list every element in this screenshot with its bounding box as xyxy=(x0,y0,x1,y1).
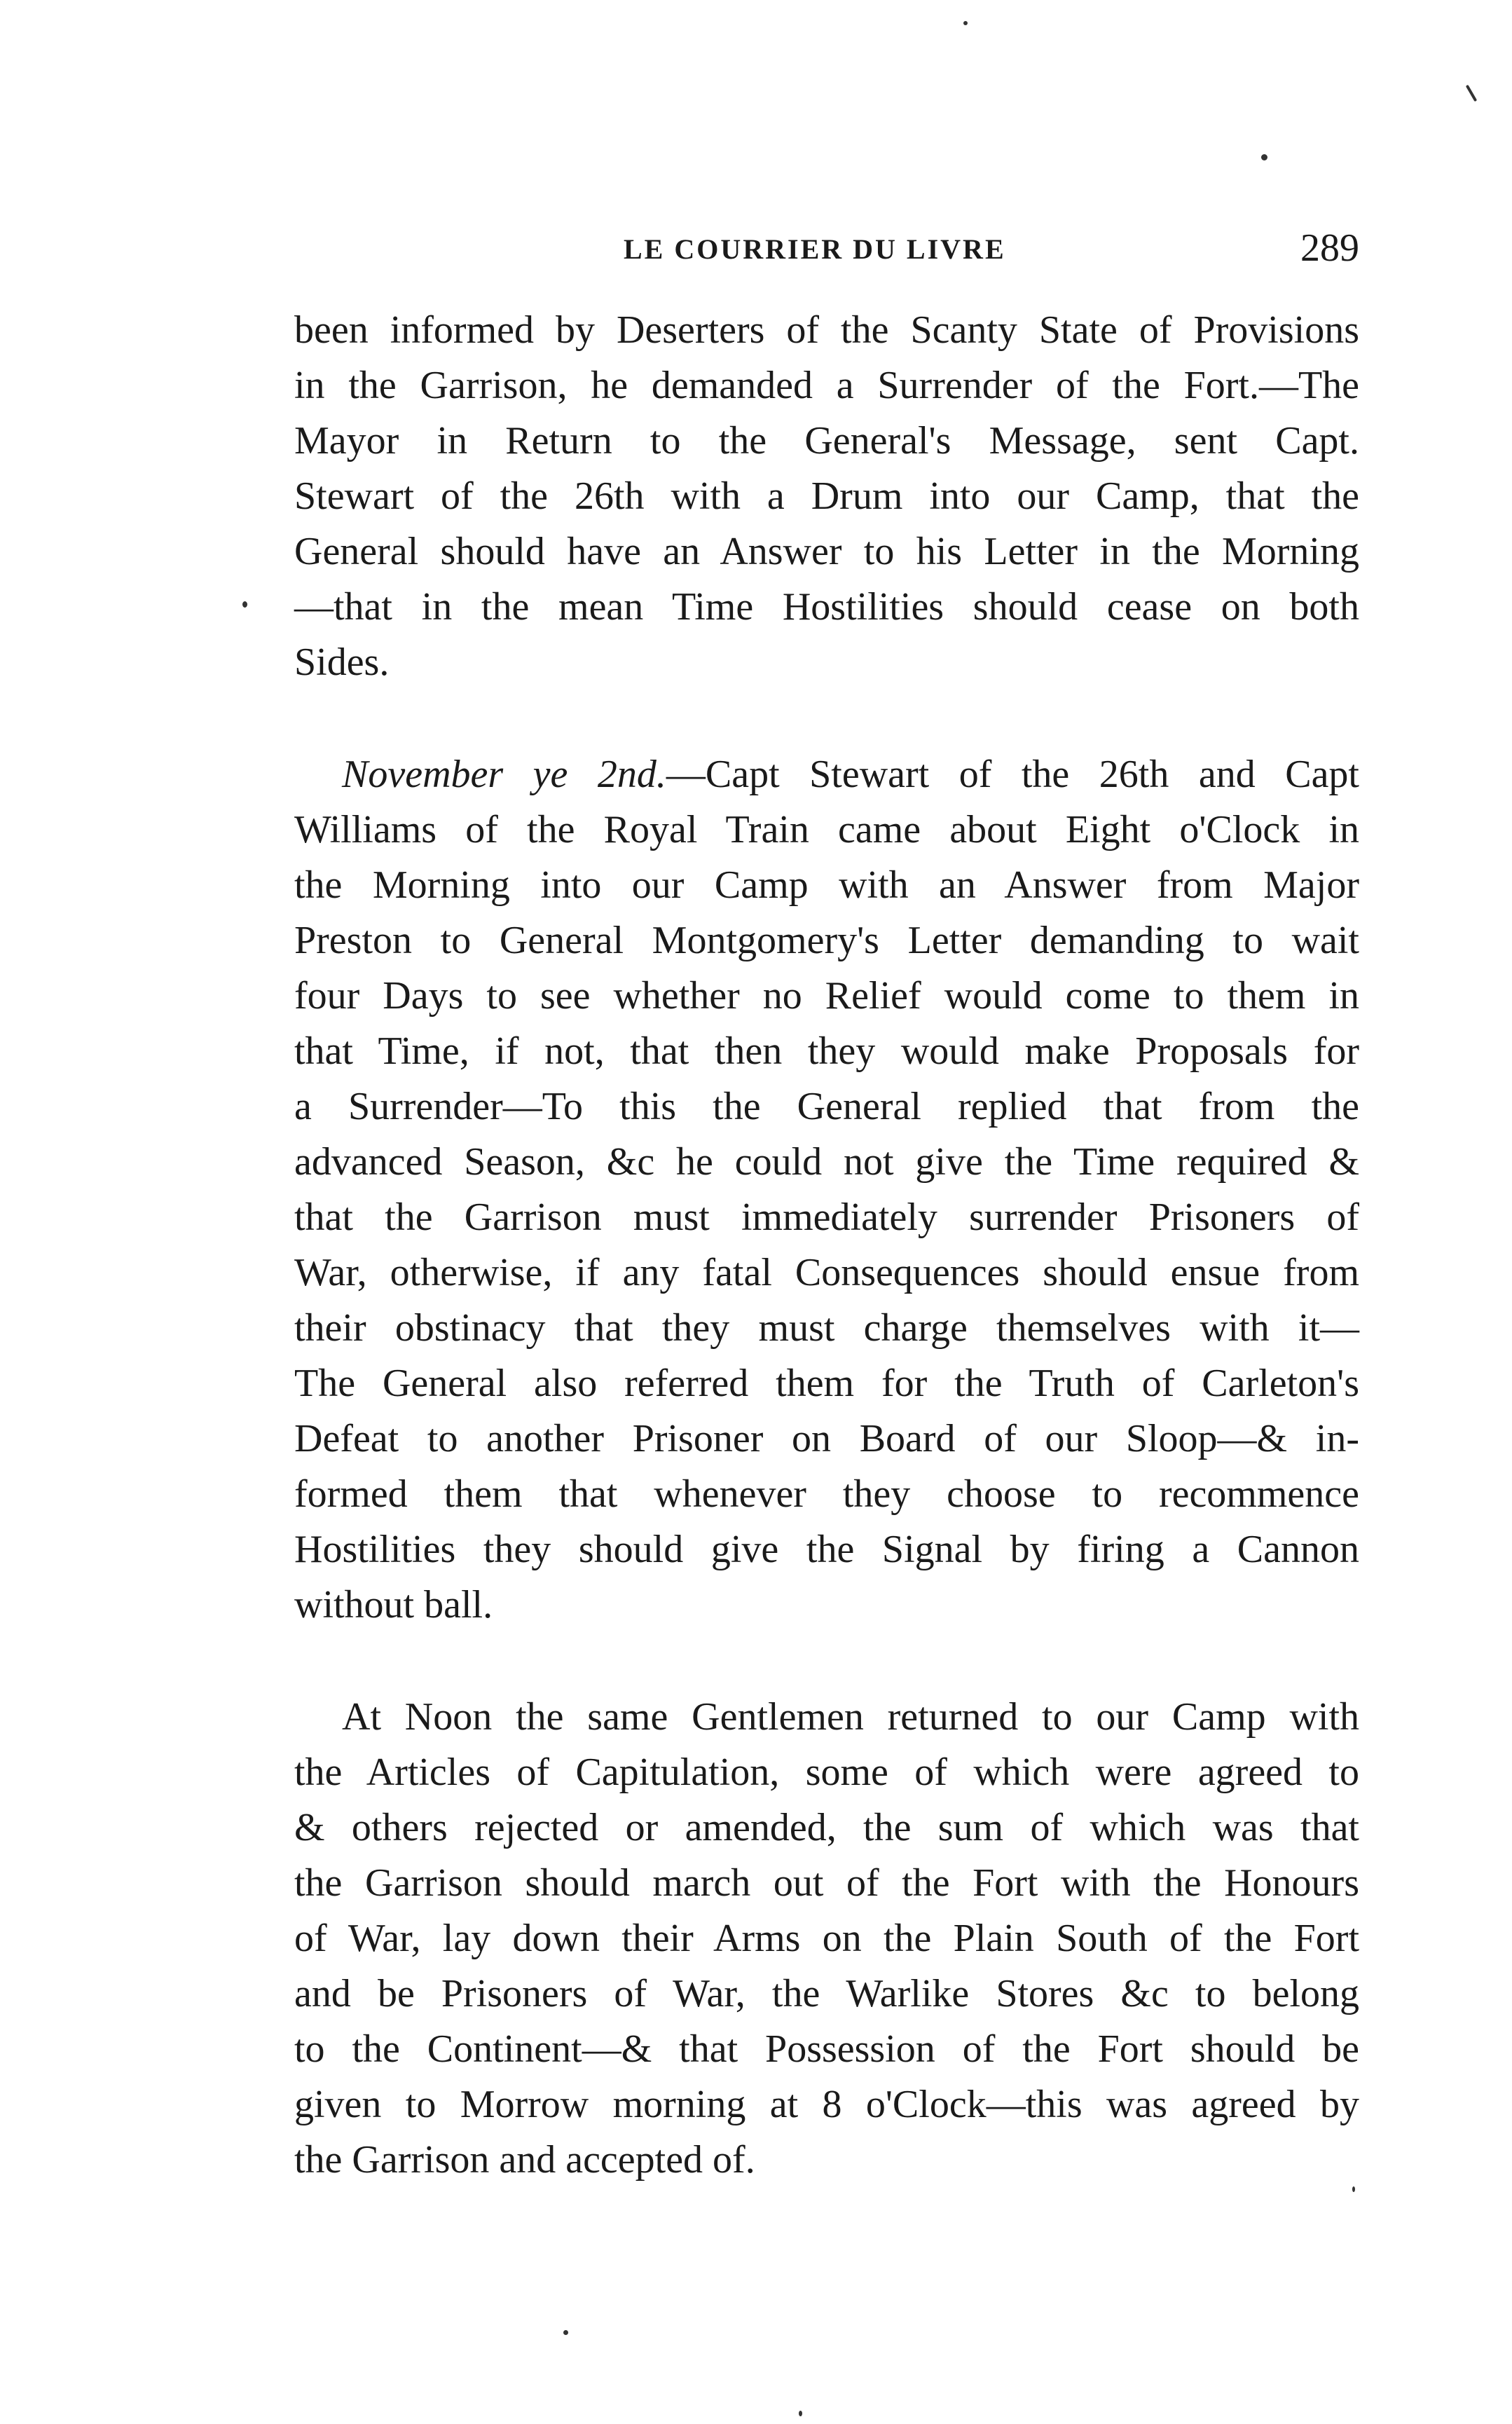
paragraph-2 xyxy=(294,747,1359,1633)
text-line: General should have an Answer to his Letter in the Morning xyxy=(294,530,1359,573)
scan-speck xyxy=(1352,2186,1355,2192)
text-line-rest: —Capt Stewart of the 26th and Capt xyxy=(666,753,1359,796)
text-line: advanced Season, &c he could not give the Time required & xyxy=(294,1140,1359,1184)
text-line: in the Garrison, he demanded a Surrender of the Fort.—The xyxy=(294,364,1359,407)
running-head xyxy=(294,226,1359,275)
text-line: without ball. xyxy=(294,1583,493,1627)
text-line: their obstinacy that they must charge themselves with it— xyxy=(294,1306,1359,1350)
text-line xyxy=(294,747,1359,802)
text-line: & others rejected or amended, the sum of which was that xyxy=(294,1806,1359,1849)
scan-speck xyxy=(563,2330,568,2335)
entry-date: November ye 2nd. xyxy=(342,753,666,796)
text-line: that the Garrison must immediately surrender Prisoners of xyxy=(294,1196,1359,1239)
text-line: Stewart of the 26th with a Drum into our Camp, that the xyxy=(294,474,1359,518)
text-line: War, otherwise, if any fatal Consequences should ensue from xyxy=(294,1251,1359,1294)
text-line: and be Prisoners of War, the Warlike Stores &c to belong xyxy=(294,1972,1359,2015)
text-line: Preston to General Montgomery's Letter demanding to wait xyxy=(294,919,1359,962)
text-line: that Time, if not, that then they would make Proposals for xyxy=(294,1029,1359,1073)
text-line: At Noon the same Gentlemen returned to our Camp with xyxy=(342,1695,1359,1739)
text-line: of War, lay down their Arms on the Plain South of the Fort xyxy=(294,1917,1359,1960)
text-line: —that in the mean Time Hostilities should cease on both xyxy=(294,585,1359,629)
text-line: Defeat to another Prisoner on Board of our Sloop—& in- xyxy=(294,1417,1359,1460)
text-line: the Articles of Capitulation, some of which were agreed to xyxy=(294,1751,1359,1794)
scan-speck xyxy=(799,2411,802,2416)
text-line: Sides. xyxy=(294,641,390,684)
paragraph-1 xyxy=(294,303,1359,690)
text-line: given to Morrow morning at 8 o'Clock—this was agreed by xyxy=(294,2083,1359,2126)
text-line: the Morning into our Camp with an Answer from Major xyxy=(294,863,1359,907)
text-line: four Days to see whether no Relief would come to them in xyxy=(294,974,1359,1018)
scan-speck xyxy=(1261,154,1267,160)
text-line: the Garrison and accepted of. xyxy=(294,2138,755,2182)
text-line: The General also referred them for the Truth of Carleton's xyxy=(294,1362,1359,1405)
scan-speck xyxy=(963,21,968,25)
body-text xyxy=(294,303,1359,2188)
text-line: formed them that whenever they choose to recommence xyxy=(294,1472,1359,1516)
scan-speck xyxy=(242,601,247,608)
paragraph-3 xyxy=(294,1690,1359,2188)
scan-speck xyxy=(1466,85,1477,102)
text-line: Hostilities they should give the Signal by firing a Cannon xyxy=(294,1528,1359,1571)
text-line: Williams of the Royal Train came about Eight o'Clock in xyxy=(294,808,1359,851)
text-line: Mayor in Return to the General's Message, sent Capt. xyxy=(294,419,1359,463)
text-line: to the Continent—& that Possession of the Fort should be xyxy=(294,2027,1359,2071)
page-number: 289 xyxy=(1300,226,1359,270)
text-line: been informed by Deserters of the Scanty State of Provisions xyxy=(294,308,1359,352)
text-line: a Surrender—To this the General replied that from the xyxy=(294,1085,1359,1128)
running-title: LE COURRIER DU LIVRE xyxy=(624,233,1006,265)
text-line: the Garrison should march out of the Fort with the Honours xyxy=(294,1861,1359,1905)
